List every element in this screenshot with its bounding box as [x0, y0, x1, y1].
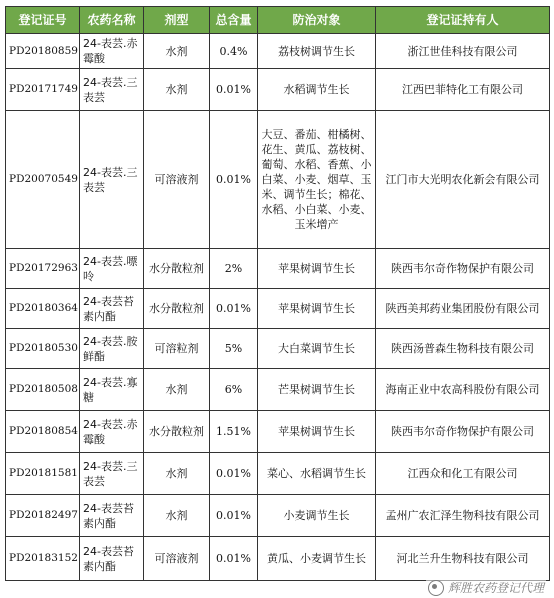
reg-number: PD20181581 — [6, 453, 80, 495]
total-content: 2% — [210, 249, 258, 289]
holder: 海南正业中农高科股份有限公司 — [376, 369, 550, 411]
total-content: 5% — [210, 329, 258, 369]
formulation: 可溶液剂 — [144, 111, 210, 249]
reg-number: PD20180364 — [6, 289, 80, 329]
reg-number: PD20180859 — [6, 34, 80, 69]
target: 小麦调节生长 — [258, 495, 376, 537]
header-total-content: 总含量 — [210, 7, 258, 34]
holder: 陕西汤普森生物科技有限公司 — [376, 329, 550, 369]
pesticide-name: 24-表芸.三表芸 — [80, 111, 144, 249]
table-row — [6, 249, 550, 289]
formulation: 水分散粒剂 — [144, 411, 210, 453]
total-content: 0.4% — [210, 34, 258, 69]
formulation: 水分散粒剂 — [144, 289, 210, 329]
formulation: 可溶粒剂 — [144, 329, 210, 369]
table-row — [6, 495, 550, 537]
total-content: 0.01% — [210, 289, 258, 329]
target: 荔枝树调节生长 — [258, 34, 376, 69]
holder: 江西众和化工有限公司 — [376, 453, 550, 495]
header-formulation: 剂型 — [144, 7, 210, 34]
pesticide-name: 24-表芸.三表芸 — [80, 69, 144, 111]
pesticide-name: 24-表芸.赤霉酸 — [80, 411, 144, 453]
pesticide-name: 24-表芸.寡糖 — [80, 369, 144, 411]
target: 黄瓜、小麦调节生长 — [258, 537, 376, 581]
holder: 江西巴菲特化工有限公司 — [376, 69, 550, 111]
pesticide-name: 24-表芸苔素内酯 — [80, 537, 144, 581]
table-row — [6, 329, 550, 369]
total-content: 0.01% — [210, 453, 258, 495]
formulation: 水分散粒剂 — [144, 249, 210, 289]
header-pesticide-name: 农药名称 — [80, 7, 144, 34]
target: 菜心、水稻调节生长 — [258, 453, 376, 495]
table-row — [6, 369, 550, 411]
table-row — [6, 411, 550, 453]
pesticide-name: 24-表芸苔素内酯 — [80, 495, 144, 537]
formulation: 水剂 — [144, 495, 210, 537]
formulation: 水剂 — [144, 453, 210, 495]
header-target: 防治对象 — [258, 7, 376, 34]
reg-number: PD20172963 — [6, 249, 80, 289]
holder: 孟州广农汇泽生物科技有限公司 — [376, 495, 550, 537]
total-content: 0.01% — [210, 111, 258, 249]
table-row — [6, 453, 550, 495]
holder: 河北兰升生物科技有限公司 — [376, 537, 550, 581]
pesticide-name: 24-表芸.三表芸 — [80, 453, 144, 495]
target: 苹果树调节生长 — [258, 289, 376, 329]
reg-number: PD20180530 — [6, 329, 80, 369]
holder: 浙江世佳科技有限公司 — [376, 34, 550, 69]
reg-number: PD20182497 — [6, 495, 80, 537]
wechat-logo-icon — [428, 580, 444, 596]
reg-number: PD20171749 — [6, 69, 80, 111]
holder: 江门市大光明农化新会有限公司 — [376, 111, 550, 249]
table-row — [6, 69, 550, 111]
total-content: 0.01% — [210, 69, 258, 111]
table-row — [6, 537, 550, 581]
pesticide-name: 24-表芸.嘌呤 — [80, 249, 144, 289]
reg-number: PD20180854 — [6, 411, 80, 453]
formulation: 水剂 — [144, 69, 210, 111]
header-reg-number: 登记证号 — [6, 7, 80, 34]
holder: 陕西美邦药业集团股份有限公司 — [376, 289, 550, 329]
target: 大豆、番茄、柑橘树、花生、黄瓜、荔枝树、葡萄、水稻、香蕉、小白菜、小麦、烟草、玉米、调节生长；棉花、水稻、小白菜、小麦、玉米增产 — [258, 111, 376, 249]
total-content: 0.01% — [210, 495, 258, 537]
formulation: 水剂 — [144, 369, 210, 411]
holder: 陕西韦尔奇作物保护有限公司 — [376, 249, 550, 289]
target: 苹果树调节生长 — [258, 411, 376, 453]
formulation: 水剂 — [144, 34, 210, 69]
target: 苹果树调节生长 — [258, 249, 376, 289]
pesticide-name: 24-表芸苔素内酯 — [80, 289, 144, 329]
total-content: 6% — [210, 369, 258, 411]
watermark — [426, 579, 546, 596]
table-row — [6, 111, 550, 249]
reg-number: PD20070549 — [6, 111, 80, 249]
total-content: 0.01% — [210, 537, 258, 581]
pesticide-registration-table — [5, 6, 550, 581]
table-row — [6, 34, 550, 69]
pesticide-name: 24-表芸.赤霉酸 — [80, 34, 144, 69]
header-row — [6, 7, 550, 34]
target: 水稻调节生长 — [258, 69, 376, 111]
table-row — [6, 289, 550, 329]
target: 芒果树调节生长 — [258, 369, 376, 411]
formulation: 可溶液剂 — [144, 537, 210, 581]
holder: 陕西韦尔奇作物保护有限公司 — [376, 411, 550, 453]
header-holder: 登记证持有人 — [376, 7, 550, 34]
pesticide-name: 24-表芸.胺鲜酯 — [80, 329, 144, 369]
total-content: 1.51% — [210, 411, 258, 453]
reg-number: PD20183152 — [6, 537, 80, 581]
target: 大白菜调节生长 — [258, 329, 376, 369]
watermark-text: 辉胜农药登记代理 — [447, 581, 544, 595]
reg-number: PD20180508 — [6, 369, 80, 411]
